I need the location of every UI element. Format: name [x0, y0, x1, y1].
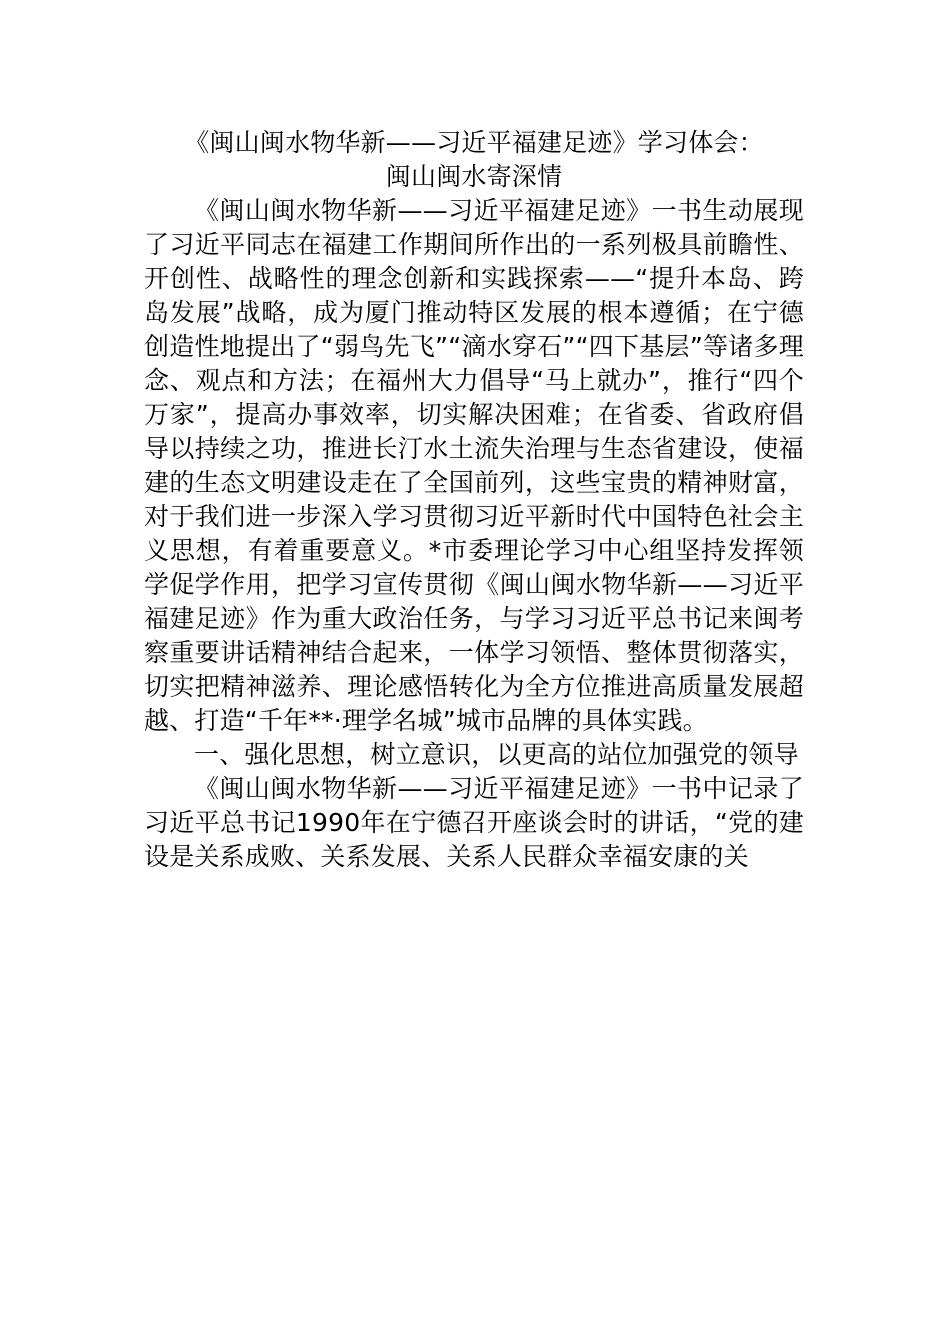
document-title-line-1: 《闽山闽水物华新——习近平福建足迹》学习体会：: [184, 128, 764, 157]
document-body: [144, 126, 804, 874]
body-paragraph-section-1: 《闽山闽水物华新——习近平福建足迹》一书中记录了习近平总书记1990年在宁德召开座谈会时的讲话，“党的建设是关系成败、关系发展、关系人民群众幸福安康的关: [144, 774, 804, 871]
section-heading-1: 一、强化思想，树立意识，以更高的站位加强党的领导: [194, 740, 799, 769]
document-title-line-2: 闽山闽水寄深情: [385, 162, 563, 191]
body-paragraph-intro: 《闽山闽水物华新——习近平福建足迹》一书生动展现了习近平同志在福建工作期间所作出的一系列极具前瞻性、开创性、战略性的理念创新和实践探索——“提升本岛、跨岛发展”战略，成为厦门推动特区发展的根本遵循；在宁德创造性地提出了“弱鸟先飞”“滴水穿石”“四下基层”等诸多理念、观点和方法；在福州大力倡导“马上就办”，推行“四个万家”，提高办事效率，切实解决困难；在省委、省政府倡导以持续之功，推进长汀水土流失治理与生态省建设，使福建的生态文明建设走在了全国前列，这些宝贵的精神财富，对于我们进一步深入学习贯彻习近平新时代中国特色社会主义思想，有着重要意义。*市委理论学习中心组坚持发挥领学促学作用，把学习宣传贯彻《闽山闽水物华新——习近平福建足迹》作为重大政治任务，与学习习近平总书记来闽考察重要讲话精神结合起来，一体学习领悟、整体贯彻落实，切实把精神滋养、理论感悟转化为全方位推进高质量发展超越、打造“千年**·理学名城”城市品牌的具体实践。: [144, 196, 804, 735]
